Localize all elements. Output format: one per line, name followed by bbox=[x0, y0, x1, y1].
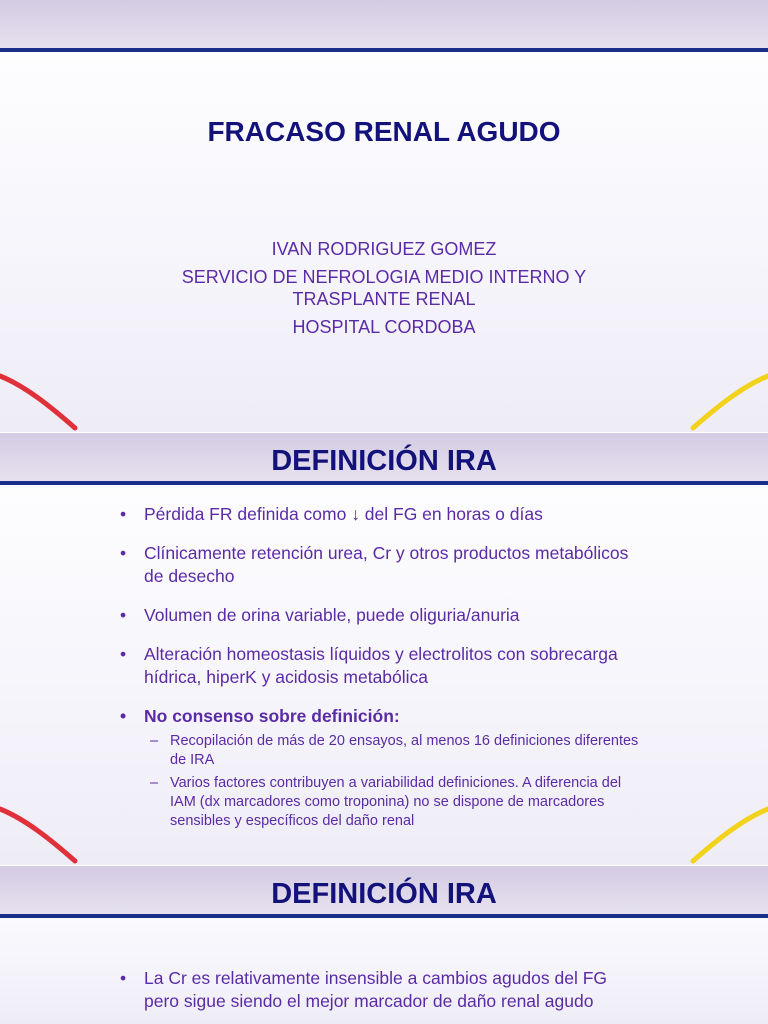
slide-title: DEFINICIÓN IRA bbox=[271, 445, 497, 477]
author-department: SERVICIO DE NEFROLOGIA MEDIO INTERNO Y TRASPLANTE RENAL bbox=[181, 267, 587, 309]
sub-bullet-list bbox=[144, 732, 640, 831]
sub-list-item: – Varios factores contribuyen a variabilidad definiciones. A diferencia del IAM (dx marcadores como troponina) no se dispone de marcadores sensibles y específicos del daño renal bbox=[150, 775, 622, 829]
bullet-list bbox=[120, 967, 640, 1024]
bullet-list bbox=[120, 503, 640, 835]
slide-header-band bbox=[0, 0, 768, 52]
slide-definicion-2 bbox=[0, 866, 768, 1024]
sub-list-item: – Recopilación de más de 20 ensayos, al menos 16 definiciones diferentes de IRA bbox=[150, 733, 639, 768]
yellow-swoosh-decoration bbox=[678, 372, 768, 432]
yellow-swoosh-decoration bbox=[678, 805, 768, 865]
slide-definicion-1 bbox=[0, 433, 768, 865]
list-item: • Volumen de orina variable, puede oliguria/anuria bbox=[120, 605, 520, 625]
list-item: • Clínicamente retención urea, Cr y otros productos metabólicos de desecho bbox=[120, 543, 629, 586]
red-swoosh-decoration bbox=[0, 372, 90, 432]
author-hospital: HOSPITAL CORDOBA bbox=[292, 317, 476, 337]
list-item: • La Cr es relativamente insensible a cambios agudos del FG pero sigue siendo el mejor marcador de daño renal agudo bbox=[120, 968, 608, 1011]
author-name: IVAN RODRIGUEZ GOMEZ bbox=[271, 239, 497, 259]
author-block bbox=[0, 238, 768, 344]
red-swoosh-decoration bbox=[0, 805, 90, 865]
list-item: • Alteración homeostasis líquidos y electrolitos con sobrecarga hídrica, hiperK y acidosis metabólica bbox=[120, 644, 618, 687]
list-item: • Pérdida FR definida como ↓ del FG en horas o días bbox=[120, 504, 543, 524]
slide-title: DEFINICIÓN IRA bbox=[271, 878, 497, 910]
list-item-bold: • No consenso sobre definición: – Recopilación de más de 20 ensayos, al menos 16 definiciones diferentes de IRA – Varios factores contribuyen a variabilidad definiciones. A diferencia del IAM (dx marcadores como troponina) no se dispone de marcadores sensibles y específicos del daño renal bbox=[120, 706, 639, 829]
presentation-title: FRACASO RENAL AGUDO bbox=[207, 116, 561, 147]
slide-title bbox=[0, 0, 768, 432]
